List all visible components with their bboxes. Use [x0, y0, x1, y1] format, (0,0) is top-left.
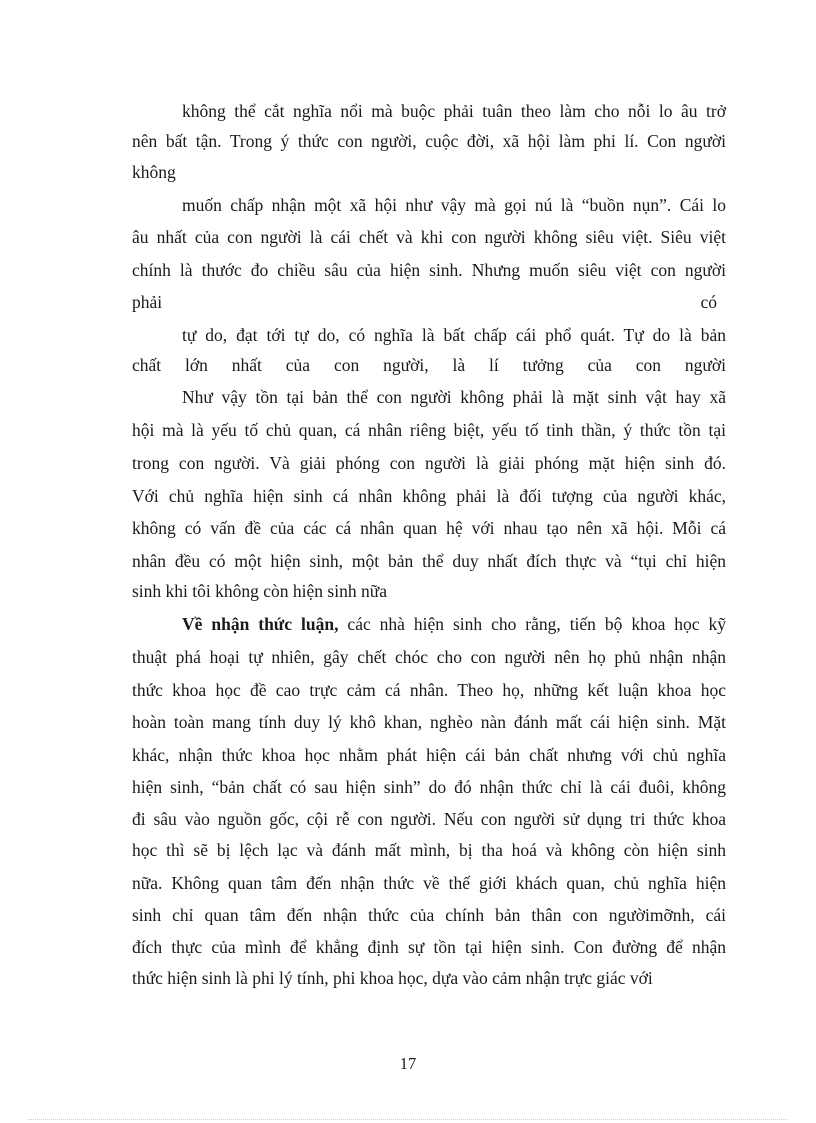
page-bottom-rule — [28, 1119, 788, 1120]
section-lead: Về nhận thức luận, — [182, 614, 339, 634]
text-line: sinh khi tôi không còn hiện sinh nữa — [132, 581, 387, 601]
text-line: có — [700, 292, 717, 312]
text-line: thức hiện sinh là phi lý tính, phi khoa học, dựa vào cảm nhận trực giác với — [132, 968, 653, 988]
page-number: 17 — [399, 1054, 417, 1073]
text-line: chất lớn nhất của con người, là lí tưởng của con người — [132, 355, 726, 375]
text-line: chính là thước đo chiều sâu của hiện sinh. Nhưng muốn siêu việt con người — [132, 260, 726, 280]
text-line: sinh chỉ quan tâm đến nhận thức của chính bản thân con ngườimỡnh, cái — [132, 905, 726, 925]
text-line: thuật phá hoại tự nhiên, gây chết chóc cho con người nên họ phủ nhận nhận — [132, 647, 726, 667]
text-line: nhân đều có một hiện sinh, một bản thể duy nhất đích thực và “tụi chỉ hiện — [132, 551, 726, 571]
text-line: Như vậy tồn tại bản thể con người không phải là mặt sinh vật hay xã — [182, 387, 726, 407]
text-line: khác, nhận thức khoa học nhằm phát hiện cái bản chất nhưng với chủ nghĩa — [132, 745, 726, 765]
text-line: phải — [132, 292, 163, 312]
text-line: âu nhất của con người là cái chết và khi con người không siêu việt. Siêu việt — [132, 227, 726, 247]
text-line: hội mà là yếu tố chủ quan, cá nhân riêng biệt, yếu tố tinh thần, ý thức tồn tại — [132, 420, 726, 440]
text-line: không thể cắt nghĩa nổi mà buộc phải tuân theo làm cho nỗi lo âu trở — [182, 101, 726, 121]
text-line: hoàn toàn mang tính duy lý khô khan, nghèo nàn đánh mất cái hiện sinh. Mặt — [132, 712, 726, 732]
text-line: học thì sẽ bị lệch lạc và đánh mất mình, bị tha hoá và không còn hiện sinh — [132, 840, 726, 860]
text-line — [182, 609, 726, 639]
text-line: tự do, đạt tới tự do, có nghĩa là bất chấp cái phổ quát. Tự do là bản — [182, 325, 726, 345]
text-line: Với chủ nghĩa hiện sinh cá nhân không phải là đối tượng của người khác, — [132, 486, 726, 506]
text-line: hiện sinh, “bản chất có sau hiện sinh” do đó nhận thức chỉ là cái đuôi, không — [132, 777, 726, 797]
text-run: các nhà hiện sinh cho rằng, tiến bộ khoa học kỹ — [347, 614, 726, 634]
text-line: không — [132, 162, 176, 182]
text-line: nên bất tận. Trong ý thức con người, cuộc đời, xã hội làm phi lí. Con người — [132, 131, 726, 151]
text-line: đi sâu vào nguồn gốc, cội rễ con người. Nếu con người sử dụng tri thức khoa — [132, 809, 726, 829]
text-line: đích thực của mình để khẳng định sự tồn tại hiện sinh. Con đường để nhận — [132, 937, 726, 957]
text-line: thức khoa học đề cao trực cảm cá nhân. Theo họ, những kết luận khoa học — [132, 680, 726, 700]
text-line: muốn chấp nhận một xã hội như vậy mà gọi nú là “buồn nụn”. Cái lo — [182, 195, 726, 215]
text-line: nữa. Không quan tâm đến nhận thức về thế giới khách quan, chủ nghĩa hiện — [132, 873, 726, 893]
text-line: trong con người. Và giải phóng con người là giải phóng mặt hiện sinh đó. — [132, 453, 726, 473]
text-line: không có vấn đề của các cá nhân quan hệ với nhau tạo nên xã hội. Mỗi cá — [132, 518, 726, 538]
